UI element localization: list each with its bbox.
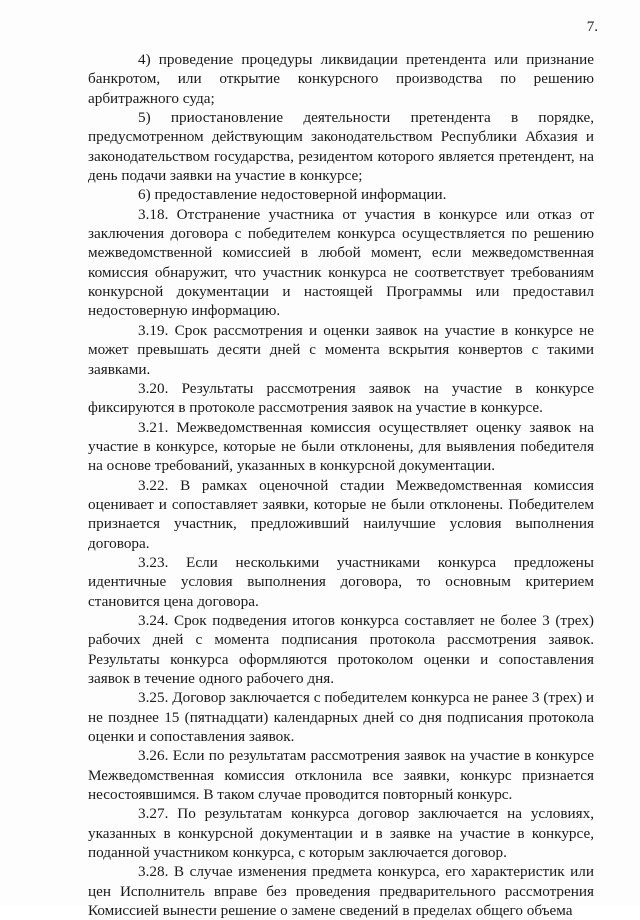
paragraph-3-28: 3.28. В случае изменения предмета конкурса, его характеристик или цен Исполнитель вправе без проведения предварительного рассмотрения Комиссией вынести решение о замене сведений в пределах общего объема <box>88 863 594 920</box>
paragraph-3-24: 3.24. Срок подведения итогов конкурса составляет не более 3 (трех) рабочих дней с момента подписания протокола рассмотрения заявок. Результаты конкурса оформляются протоколом оценки и сопоставления заявок в течение одного рабочего дня. <box>88 611 594 687</box>
paragraph-3-19: 3.19. Срок рассмотрения и оценки заявок на участие в конкурсе не может превышать десяти дней с момента вскрытия конвертов с такими заявками. <box>88 321 594 378</box>
paragraph-4: 4) проведение процедуры ликвидации претендента или признание банкротом, или открытие конкурсного производства по решению арбитражного суда; <box>88 51 594 107</box>
paragraph-3-26: 3.26. Если по результатам рассмотрения заявок на участие в конкурсе Межведомственная комиссия отклонила все заявки, конкурс признается несостоявшимся. В таком случае проводится повторный конкурс. <box>88 747 594 804</box>
paragraph-3-25: 3.25. Договор заключается с победителем конкурса не ранее 3 (трех) и не позднее 15 (пятнадцати) календарных дней со дня подписания протокола оценки и сопоставления заявок. <box>88 689 594 746</box>
paragraph-3-22: 3.22. В рамках оценочной стадии Межведомственная комиссия оценивает и сопоставляет заявки, которые не были отклонены. Победителем признается участник, предложивший наилучшие условия выполнения договора. <box>88 476 594 552</box>
paragraph-6: 6) предоставление недостоверной информации. <box>138 186 447 204</box>
document-body <box>88 50 594 920</box>
paragraph-3-18: 3.18. Отстранение участника от участия в конкурсе или отказ от заключения договора с победителем конкурса осуществляется по решению межведомственной комиссией в любой момент, если межведомственная комиссия обнаружит, что участник конкурса не соответствует требованиям конкурсной документации и настоящей Программы или предоставил недостоверную информацию. <box>88 205 594 320</box>
paragraph-3-20: 3.20. Результаты рассмотрения заявок на участие в конкурсе фиксируются в протоколе рассмотрения заявок на участие в конкурсе. <box>88 379 594 417</box>
paragraph-3-21: 3.21. Межведомственная комиссия осуществляет оценку заявок на участие в конкурсе, которые не были отклонены, для выявления победителя на основе требований, указанных в конкурсной документации. <box>88 418 594 475</box>
paragraph-3-23: 3.23. Если несколькими участниками конкурса предложены идентичные условия выполнения договора, то основным критерием становится цена договора. <box>88 553 594 610</box>
paragraph-5: 5) приостановление деятельности претендента в порядке, предусмотренном действующим законодательством Республики Абхазия и законодательством государства, резидентом которого является претендент, на день подачи заявки на участие в конкурсе; <box>88 109 594 185</box>
page-number: 7. <box>586 19 598 35</box>
paragraph-3-27: 3.27. По результатам конкурса договор заключается на условиях, указанных в конкурсной документации и в заявке на участие в конкурсе, поданной участником конкурса, с которым заключается договор. <box>88 805 594 862</box>
